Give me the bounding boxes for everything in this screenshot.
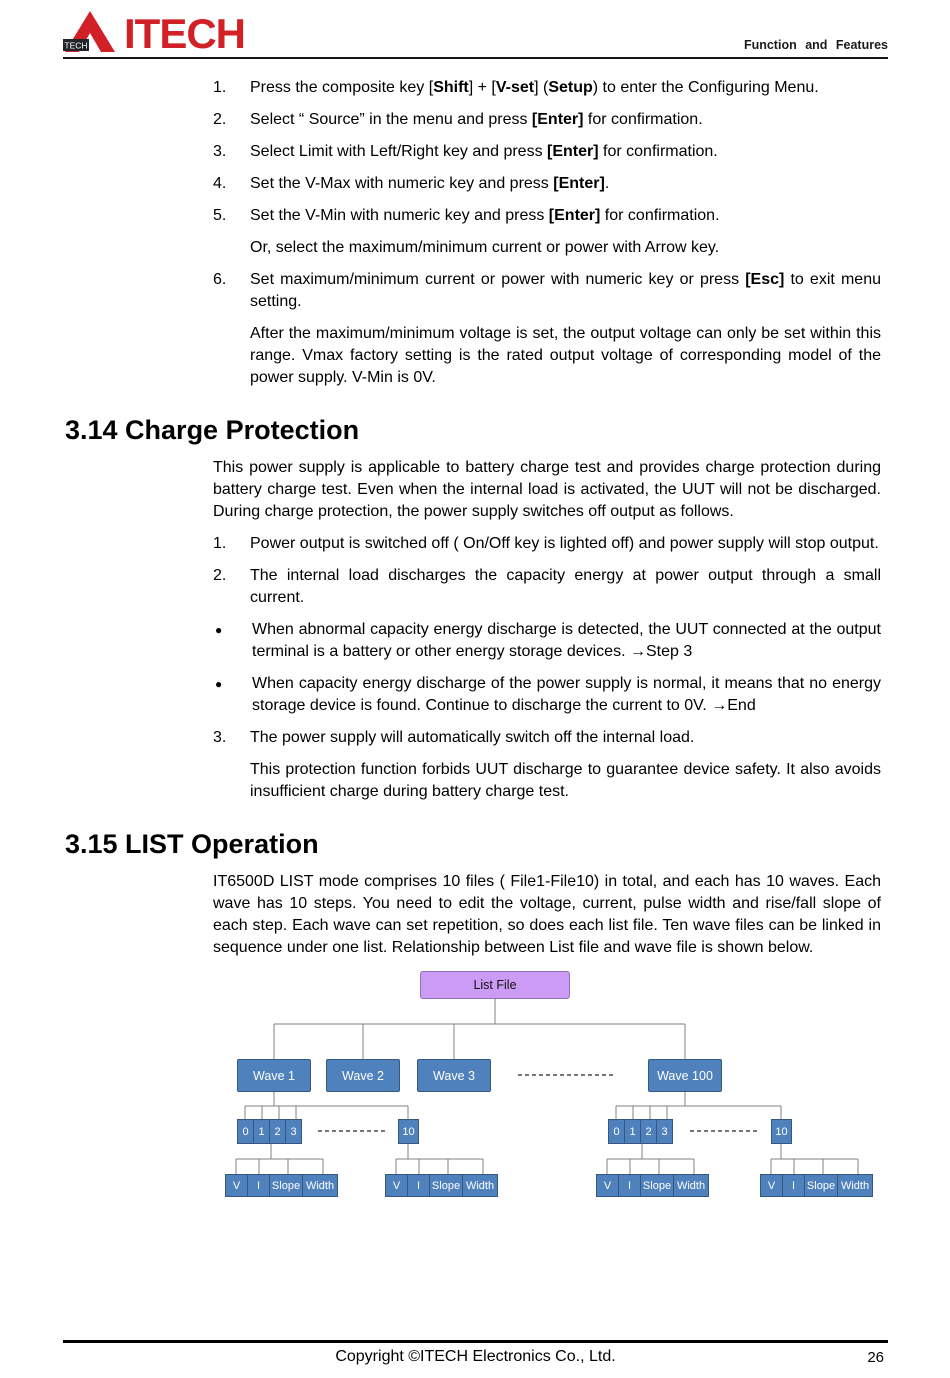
charge-protection-intro: This power supply is applicable to battery charge test and provides charge protection during battery charge test. Even when the internal load is activated, the UUT will not be discharged. During charge protection, the power supply switches off output as follows. <box>213 459 881 520</box>
field-cell: I <box>782 1174 805 1197</box>
wave-box: Wave 1 <box>237 1059 311 1092</box>
list-item-text: Set the V-Max with numeric key and press [Enter]. <box>250 175 610 192</box>
list-item-number: 4. <box>213 175 227 192</box>
bullet-marker: ● <box>215 623 223 637</box>
list-item <box>213 269 881 313</box>
list-item-number: 2. <box>213 111 227 128</box>
list-item-text: The power supply will automatically switch off the internal load. <box>250 729 695 746</box>
field-cell: Slope <box>804 1174 838 1197</box>
list-item-number: 5. <box>213 207 227 224</box>
page-footer <box>63 1340 888 1366</box>
list-item-number: 6. <box>213 271 227 288</box>
field-cell: Width <box>837 1174 873 1197</box>
field-cell: Slope <box>640 1174 674 1197</box>
logo-badge-text: TECH <box>64 40 88 51</box>
list-wave-diagram <box>220 969 890 1201</box>
list-item-number: 3. <box>213 729 227 746</box>
list-item <box>213 173 881 195</box>
step-cell-last: 10 <box>771 1119 792 1144</box>
list-operation-intro: IT6500D LIST mode comprises 10 files ( File1-File10) in total, and each has 10 waves. Each wave has 10 steps. You need to edit the voltage, current, pulse width and rise/fall slope of each step. Each wave can set repetition, so does each list file. Ten wave files can be linked in sequence under one list. Relationship between List file and wave file is shown below. <box>213 873 881 956</box>
header-section-label: Function and Features <box>743 38 888 52</box>
bullet-text: When capacity energy discharge of the power supply is normal, it means that no energy storage device is found. Continue to discharge the current to 0V. →End <box>252 675 881 714</box>
step-cell: 1 <box>624 1119 641 1144</box>
field-group <box>596 1174 709 1197</box>
field-cell: Width <box>673 1174 709 1197</box>
step-group <box>237 1119 302 1144</box>
section-heading-list-operation: 3.15 LIST Operation <box>65 829 319 859</box>
page-content <box>0 59 950 1201</box>
list-item-number: 1. <box>213 79 227 96</box>
list-item-text: Set the V-Min with numeric key and press [Enter] for confirmation. <box>250 207 720 224</box>
wave-box: Wave 2 <box>326 1059 400 1092</box>
step-cell: 0 <box>608 1119 625 1144</box>
list-item-text: The internal load discharges the capacity energy at power output through a small current. <box>250 567 881 606</box>
list-item <box>213 205 881 227</box>
field-group <box>225 1174 338 1197</box>
step-group <box>608 1119 673 1144</box>
list-item-subtext: Or, select the maximum/minimum current or power with Arrow key. <box>250 239 720 256</box>
charge-protection-note: This protection function forbids UUT discharge to guarantee device safety. It also avoids insufficient charge during battery charge test. <box>250 761 881 800</box>
list-item <box>213 533 881 555</box>
list-item-text: Set maximum/minimum current or power with numeric key or press [Esc] to exit menu setting. <box>250 271 881 310</box>
step-cell: 1 <box>253 1119 270 1144</box>
list-item <box>213 109 881 131</box>
field-cell: V <box>385 1174 408 1197</box>
list-file-box: List File <box>420 971 570 999</box>
section-heading-charge-protection: 3.14 Charge Protection <box>65 415 360 445</box>
step-cell: 3 <box>285 1119 302 1144</box>
footer-row <box>63 1348 888 1366</box>
field-cell: I <box>407 1174 430 1197</box>
bullet-item <box>213 619 881 663</box>
bullet-item <box>213 673 881 717</box>
connector-lines <box>220 969 890 1201</box>
field-cell: V <box>596 1174 619 1197</box>
wave-box: Wave 100 <box>648 1059 722 1092</box>
list-item-text: Press the composite key [Shift] + [V-set] (Setup) to enter the Configuring Menu. <box>250 79 819 96</box>
list-item <box>213 727 881 749</box>
step-cell-last: 10 <box>398 1119 419 1144</box>
itech-logo-icon <box>63 8 121 54</box>
step-cell: 0 <box>237 1119 254 1144</box>
step-cell: 3 <box>656 1119 673 1144</box>
step-cell: 2 <box>269 1119 286 1144</box>
field-cell: Slope <box>269 1174 303 1197</box>
list-item-number: 3. <box>213 143 227 160</box>
field-cell: I <box>618 1174 641 1197</box>
list-item-number: 2. <box>213 567 227 584</box>
list-item-text: Select “ Source” in the menu and press [Enter] for confirmation. <box>250 111 703 128</box>
field-cell: V <box>225 1174 248 1197</box>
bullet-text: When abnormal capacity energy discharge is detected, the UUT connected at the output terminal is a battery or other energy storage devices. →Step 3 <box>252 621 881 660</box>
setup-note: After the maximum/minimum voltage is set, the output voltage can only be set within this range. Vmax factory setting is the rated output voltage of corresponding model of the power supply. V-Min is 0V. <box>250 325 881 386</box>
field-group <box>385 1174 498 1197</box>
list-item <box>213 77 881 99</box>
list-item-text: Select Limit with Left/Right key and press [Enter] for confirmation. <box>250 143 718 160</box>
list-item-text: Power output is switched off ( On/Off key is lighted off) and power supply will stop output. <box>250 535 879 552</box>
page-header <box>63 0 888 59</box>
logo-text: ITECH <box>124 10 245 58</box>
field-group <box>760 1174 873 1197</box>
list-item <box>213 565 881 609</box>
field-cell: I <box>247 1174 270 1197</box>
wave-box: Wave 3 <box>417 1059 491 1092</box>
page-number: 26 <box>867 1349 884 1366</box>
field-cell: Width <box>462 1174 498 1197</box>
bullet-marker: ● <box>215 677 223 691</box>
copyright-text: Copyright ©ITECH Electronics Co., Ltd. <box>335 1348 616 1365</box>
field-cell: Width <box>302 1174 338 1197</box>
field-cell: Slope <box>429 1174 463 1197</box>
step-cell: 2 <box>640 1119 657 1144</box>
list-item-number: 1. <box>213 535 227 552</box>
itech-logo <box>63 8 245 58</box>
field-cell: V <box>760 1174 783 1197</box>
list-item <box>213 141 881 163</box>
